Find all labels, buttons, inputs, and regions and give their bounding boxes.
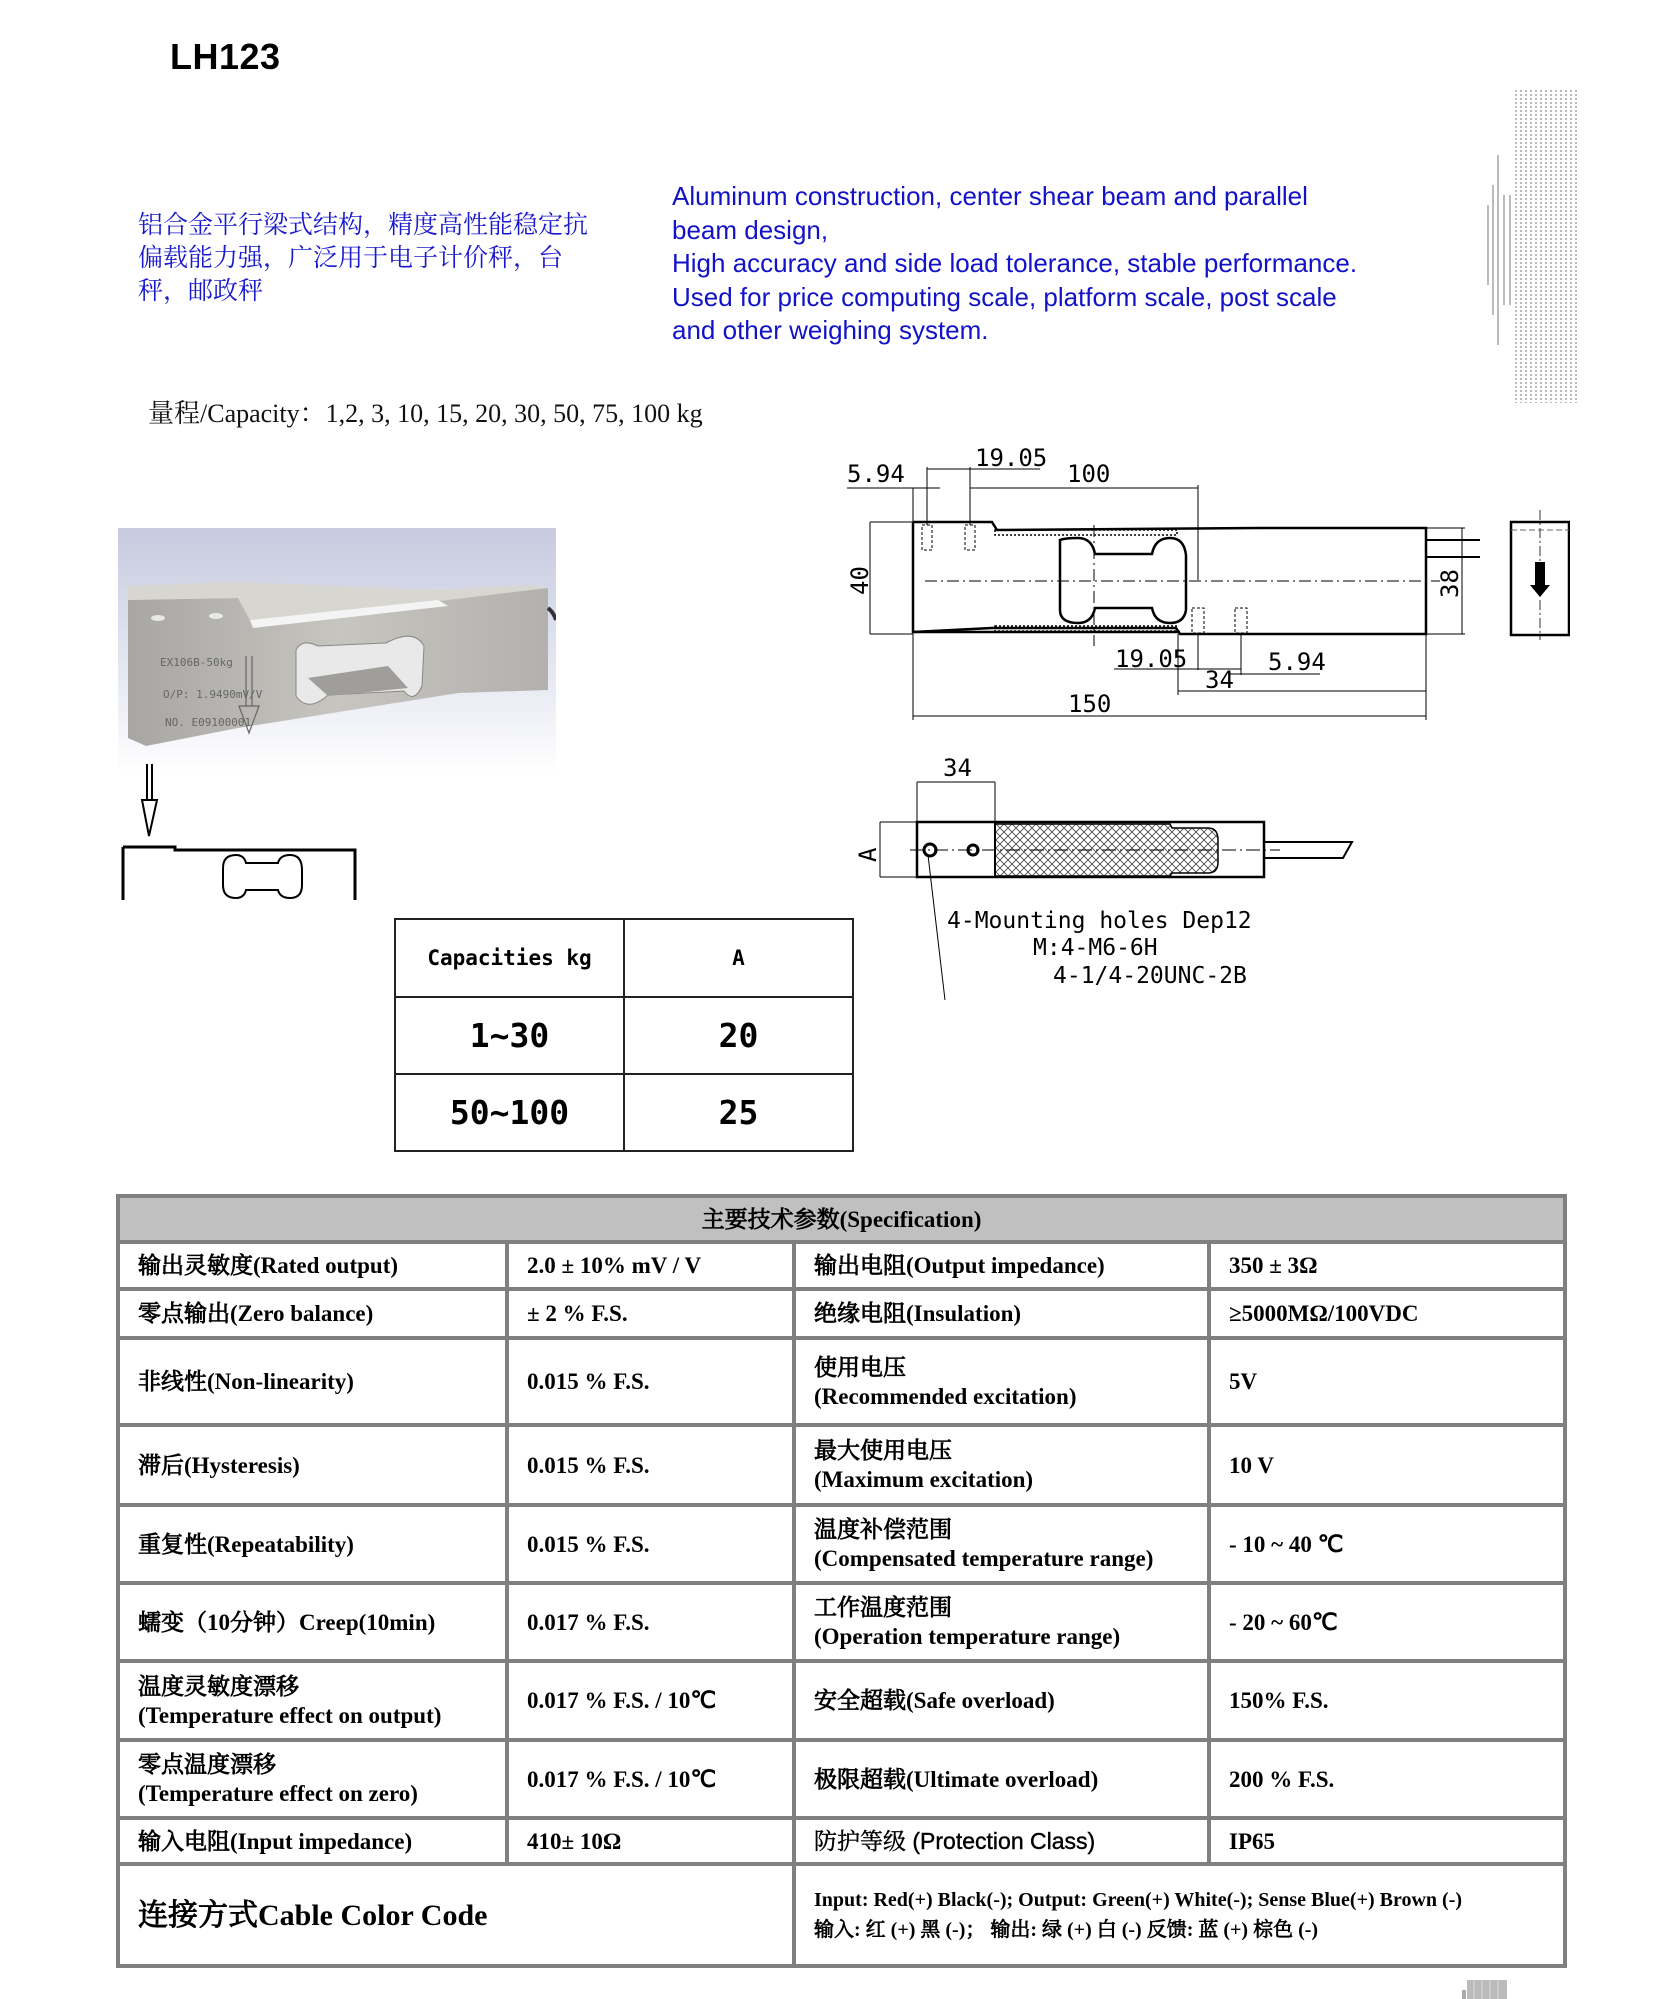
spec-label-text: 温度补偿范围 [814, 1517, 952, 1542]
dim-width-a: A [854, 847, 882, 862]
spec-label-subtext: (Compensated temperature range) [814, 1546, 1154, 1571]
spec-value-text: ≥5000MΩ/100VDC [1229, 1301, 1419, 1326]
spec-label-subtext: (Recommended excitation) [814, 1383, 1077, 1409]
spec-label-text: 零点输出(Zero balance) [138, 1301, 374, 1326]
spec-value-text: 0.017 % F.S. [527, 1609, 650, 1635]
dim-span: 100 [1067, 460, 1111, 488]
spec-value-text: - 10 ~ 40 ℃ [1229, 1531, 1344, 1557]
spec-value-text: 0.017 % F.S. / 10℃ [527, 1766, 717, 1792]
spec-value-text: 0.017 % F.S. / 10℃ [527, 1688, 717, 1713]
dim-left-offset: 5.94 [847, 460, 905, 488]
spec-value [507, 1289, 794, 1338]
dim-right-block: 34 [1205, 666, 1234, 694]
capacities-table [394, 918, 854, 1152]
spec-value [1209, 1740, 1565, 1818]
spec-value [1209, 1338, 1565, 1425]
spec-label [118, 1583, 507, 1661]
spec-label [794, 1505, 1209, 1583]
load-cell-photo [118, 528, 556, 773]
dim-inner-height: 38 [1436, 569, 1464, 598]
spec-label [794, 1583, 1209, 1661]
description-line: High accuracy and side load tolerance, stable performance. [672, 248, 1358, 278]
spec-row [118, 1338, 1565, 1425]
spec-row [118, 1661, 1565, 1740]
spec-label [794, 1289, 1209, 1338]
spec-value-text: 10 V [1229, 1452, 1274, 1478]
decorative-stripe-pattern [1480, 85, 1580, 407]
spec-value-text: 150% F.S. [1229, 1688, 1329, 1713]
spec-row [118, 1505, 1565, 1583]
spec-label [118, 1425, 507, 1505]
spec-value [507, 1242, 794, 1289]
cable-color-row [118, 1864, 1565, 1966]
cable-color-label: 连接方式Cable Color Code [118, 1864, 794, 1966]
spec-value-text: 0.015 % F.S. [527, 1531, 650, 1557]
description-line: and other weighing system. [672, 315, 989, 345]
note-unc-thread: 4-1/4-20UNC-2B [1053, 963, 1247, 989]
spec-row [118, 1425, 1565, 1505]
note-metric-thread: M:4-M6-6H [1033, 935, 1158, 961]
dim-right-offset: 5.94 [1268, 648, 1326, 676]
spec-table-title: 主要技术参数(Specification) [118, 1196, 1565, 1242]
spec-row [118, 1242, 1565, 1289]
spec-label-text: 绝缘电阻(Insulation) [814, 1301, 1022, 1326]
spec-value [1209, 1425, 1565, 1505]
table-row [395, 997, 853, 1074]
table-row [395, 1074, 853, 1151]
spec-value-text: IP65 [1229, 1828, 1275, 1854]
description-english [672, 180, 1432, 348]
cable-color-english: Input: Red(+) Black(-); Output: Green(+) White(-); Sense Blue(+) Brown (-) [814, 1889, 1463, 1911]
dim-hole-spacing-bottom: 19.05 [1115, 645, 1188, 673]
description-line: Used for price computing scale, platform scale, post scale [672, 281, 1337, 312]
dim-hole-spacing-top: 19.05 [975, 444, 1048, 472]
spec-value-text: - 20 ~ 60℃ [1229, 1609, 1338, 1635]
product-title: LH123 [170, 36, 281, 77]
description-line: beam design, [672, 214, 829, 245]
spec-label-text: 输出电阻(Output impedance) [814, 1253, 1105, 1278]
spec-value-text: 0.015 % F.S. [527, 1452, 650, 1478]
spec-label [118, 1661, 507, 1740]
spec-value [1209, 1818, 1565, 1864]
spec-value [1209, 1661, 1565, 1740]
spec-label-text: 零点温度漂移 [138, 1752, 276, 1777]
spec-label-text: 使用电压 [814, 1354, 906, 1380]
header-a: A [624, 919, 853, 997]
spec-value [507, 1740, 794, 1818]
spec-label [118, 1818, 507, 1864]
spec-label [794, 1818, 1209, 1864]
spec-value [507, 1818, 794, 1864]
description-chinese: 铝合金平行梁式结构，精度高性能稳定抗偏载能力强，广泛用于电子计价秤，台秤，邮政秤 [138, 210, 589, 305]
spec-value-text: 5V [1229, 1369, 1258, 1394]
spec-label [118, 1505, 507, 1583]
capacity-range: 1~30 [395, 997, 624, 1074]
spec-value [507, 1338, 794, 1425]
spec-label-text: 非线性(Non-linearity) [138, 1369, 354, 1394]
spec-label-subtext: (Temperature effect on zero) [138, 1781, 418, 1806]
spec-value-text: 410± 10Ω [527, 1828, 622, 1854]
spec-label-subtext: (Operation temperature range) [814, 1624, 1121, 1649]
spec-label-text: 输出灵敏度(Rated output) [138, 1253, 399, 1278]
table-header-row [395, 919, 853, 997]
spec-value [507, 1661, 794, 1740]
photo-engraving-output: O/P: 1.9490mV/V [163, 688, 263, 701]
spec-label [118, 1338, 507, 1425]
spec-label [118, 1740, 507, 1818]
load-direction-diagram [118, 750, 368, 900]
spec-label-text: 重复性(Repeatability) [138, 1531, 354, 1557]
load-arrow-head [142, 800, 157, 836]
spec-label [794, 1661, 1209, 1740]
spec-label-text: 蠕变（10分钟）Creep(10min) [138, 1609, 436, 1635]
header-capacities: Capacities kg [395, 919, 624, 997]
spec-value [507, 1583, 794, 1661]
spec-label [118, 1289, 507, 1338]
spec-value [1209, 1242, 1565, 1289]
dim-length: 150 [1068, 690, 1112, 718]
decorative-footer-mark [1462, 1974, 1507, 1999]
load-direction-arrow-icon [1530, 562, 1550, 597]
photo-engraving-model: EX106B-50kg [160, 656, 233, 669]
spec-label-text: 输入电阻(Input impedance) [138, 1828, 413, 1854]
spec-label-text: 防护等级 (Protection Class) [814, 1827, 1096, 1854]
spec-value [1209, 1583, 1565, 1661]
spec-label-subtext: (Maximum excitation) [814, 1467, 1034, 1492]
capacity-list: 量程/Capacity：1,2, 3, 10, 15, 20, 30, 50, 75, 100 kg [148, 399, 703, 428]
spec-value [1209, 1505, 1565, 1583]
spec-label-text: 滞后(Hysteresis) [138, 1452, 300, 1478]
cable-color-code [794, 1864, 1565, 1966]
spec-label-text: 最大使用电压 [814, 1438, 952, 1463]
spec-row [118, 1740, 1565, 1818]
dim-block: 34 [943, 754, 972, 782]
specification-table [116, 1194, 1567, 1968]
spec-label-text: 极限超载(Ultimate overload) [814, 1766, 1099, 1792]
capacity-range: 50~100 [395, 1074, 624, 1151]
dimension-a: 20 [624, 997, 853, 1074]
spec-row [118, 1818, 1565, 1864]
dimension-drawing-top-view [830, 430, 1480, 730]
spec-label [794, 1242, 1209, 1289]
spec-label [794, 1425, 1209, 1505]
dimension-drawing-side-view [840, 740, 1480, 1010]
spec-value-text: ± 2 % F.S. [527, 1301, 628, 1326]
note-mounting-holes: 4-Mounting holes Dep12 [947, 908, 1252, 934]
spec-label-text: 安全超载(Safe overload) [814, 1688, 1055, 1713]
spec-row [118, 1583, 1565, 1661]
spec-label-subtext: (Temperature effect on output) [138, 1702, 442, 1728]
spec-row [118, 1289, 1565, 1338]
spec-label-text: 工作温度范围 [814, 1595, 952, 1620]
spec-value-text: 350 ± 3Ω [1229, 1253, 1318, 1278]
spec-value [507, 1425, 794, 1505]
spec-value-text: 0.015 % F.S. [527, 1369, 650, 1394]
spec-table-header [118, 1196, 1565, 1242]
photo-engraving-serial: NO. E09100001 [165, 716, 252, 729]
spec-label [794, 1740, 1209, 1818]
spec-value [1209, 1289, 1565, 1338]
description-line: Aluminum construction, center shear beam and parallel [672, 181, 1308, 211]
spec-label-text: 温度灵敏度漂移 [138, 1673, 299, 1699]
spec-value-text: 2.0 ± 10% mV / V [527, 1253, 702, 1278]
spec-label [794, 1338, 1209, 1425]
spec-value-text: 200 % F.S. [1229, 1766, 1335, 1792]
dimension-a: 25 [624, 1074, 853, 1151]
dim-height: 40 [846, 566, 874, 595]
cable-color-chinese: 输入: 红 (+) 黑 (-)； 输出: 绿 (+) 白 (-) 反馈: 蓝 (+) 棕色 (-) [814, 1919, 1319, 1941]
dimension-drawing-end-view [1480, 500, 1570, 640]
spec-label [118, 1242, 507, 1289]
spec-value [507, 1505, 794, 1583]
